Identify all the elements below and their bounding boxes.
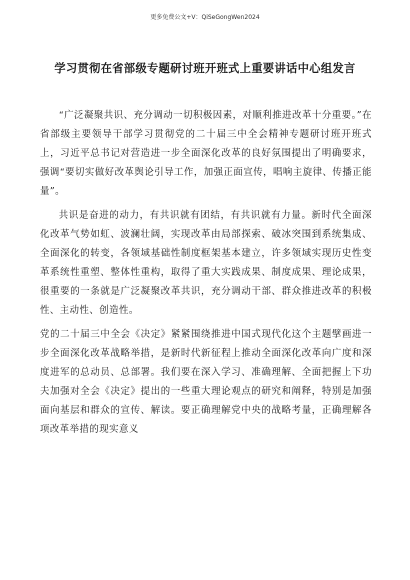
top-note: 更多免费公文+V：QiSeGongWen2024 xyxy=(150,14,260,21)
paragraph-3: 党的二十届三中全会《决定》紧紧围绕推进中国式现代化这个主题擘画进一步全面深化改革战略举措，是新时代新征程上推动全面深化改革向广度和深度进军的总动员、总部署。我们要在深入学习、准确理解、全面把握上下功夫加强对全会《决定》提出的一些重大理论观点的研究和阐释，特别是加强面向基层和群众的宣传、解读。要正确理解党中央的战略考量，正确理解各项改革举措的现实意义 xyxy=(40,329,372,435)
paragraph-2: 共识是奋进的动力，有共识就有团结，有共识就有力量。新时代全面深化改革气势如虹、波澜壮阔，实现改革由局部探索、破冰突围到系统集成、全面深化的转变，各领域基础性制度框架基本建立，许多领域实现历史性变革系统性重塑、整体性重构，取得了重大实践成果、制度成果、理论成果，很重要的一条就是广泛凝聚改革共识，充分调动干部、群众推进改革的积极性、主动性、创造性。 xyxy=(40,210,372,316)
paragraph-1: “广泛凝聚共识、充分调动一切积极因素，对顺利推进改革十分重要。”在省部级主要领导干部学习贯彻党的二十届三中全会精神专题研讨班开班式上，习近平总书记对营造进一步全面深化改革的良好氛围提出了明确要求，强调“要切实做好改革舆论引导工作，加强正面宣传，唱响主旋律、传播正能量”。 xyxy=(40,110,372,197)
document-body xyxy=(40,106,372,444)
document-title: 学习贯彻在省部级专题研讨班开班式上重要讲话中心组发言 xyxy=(54,62,356,75)
